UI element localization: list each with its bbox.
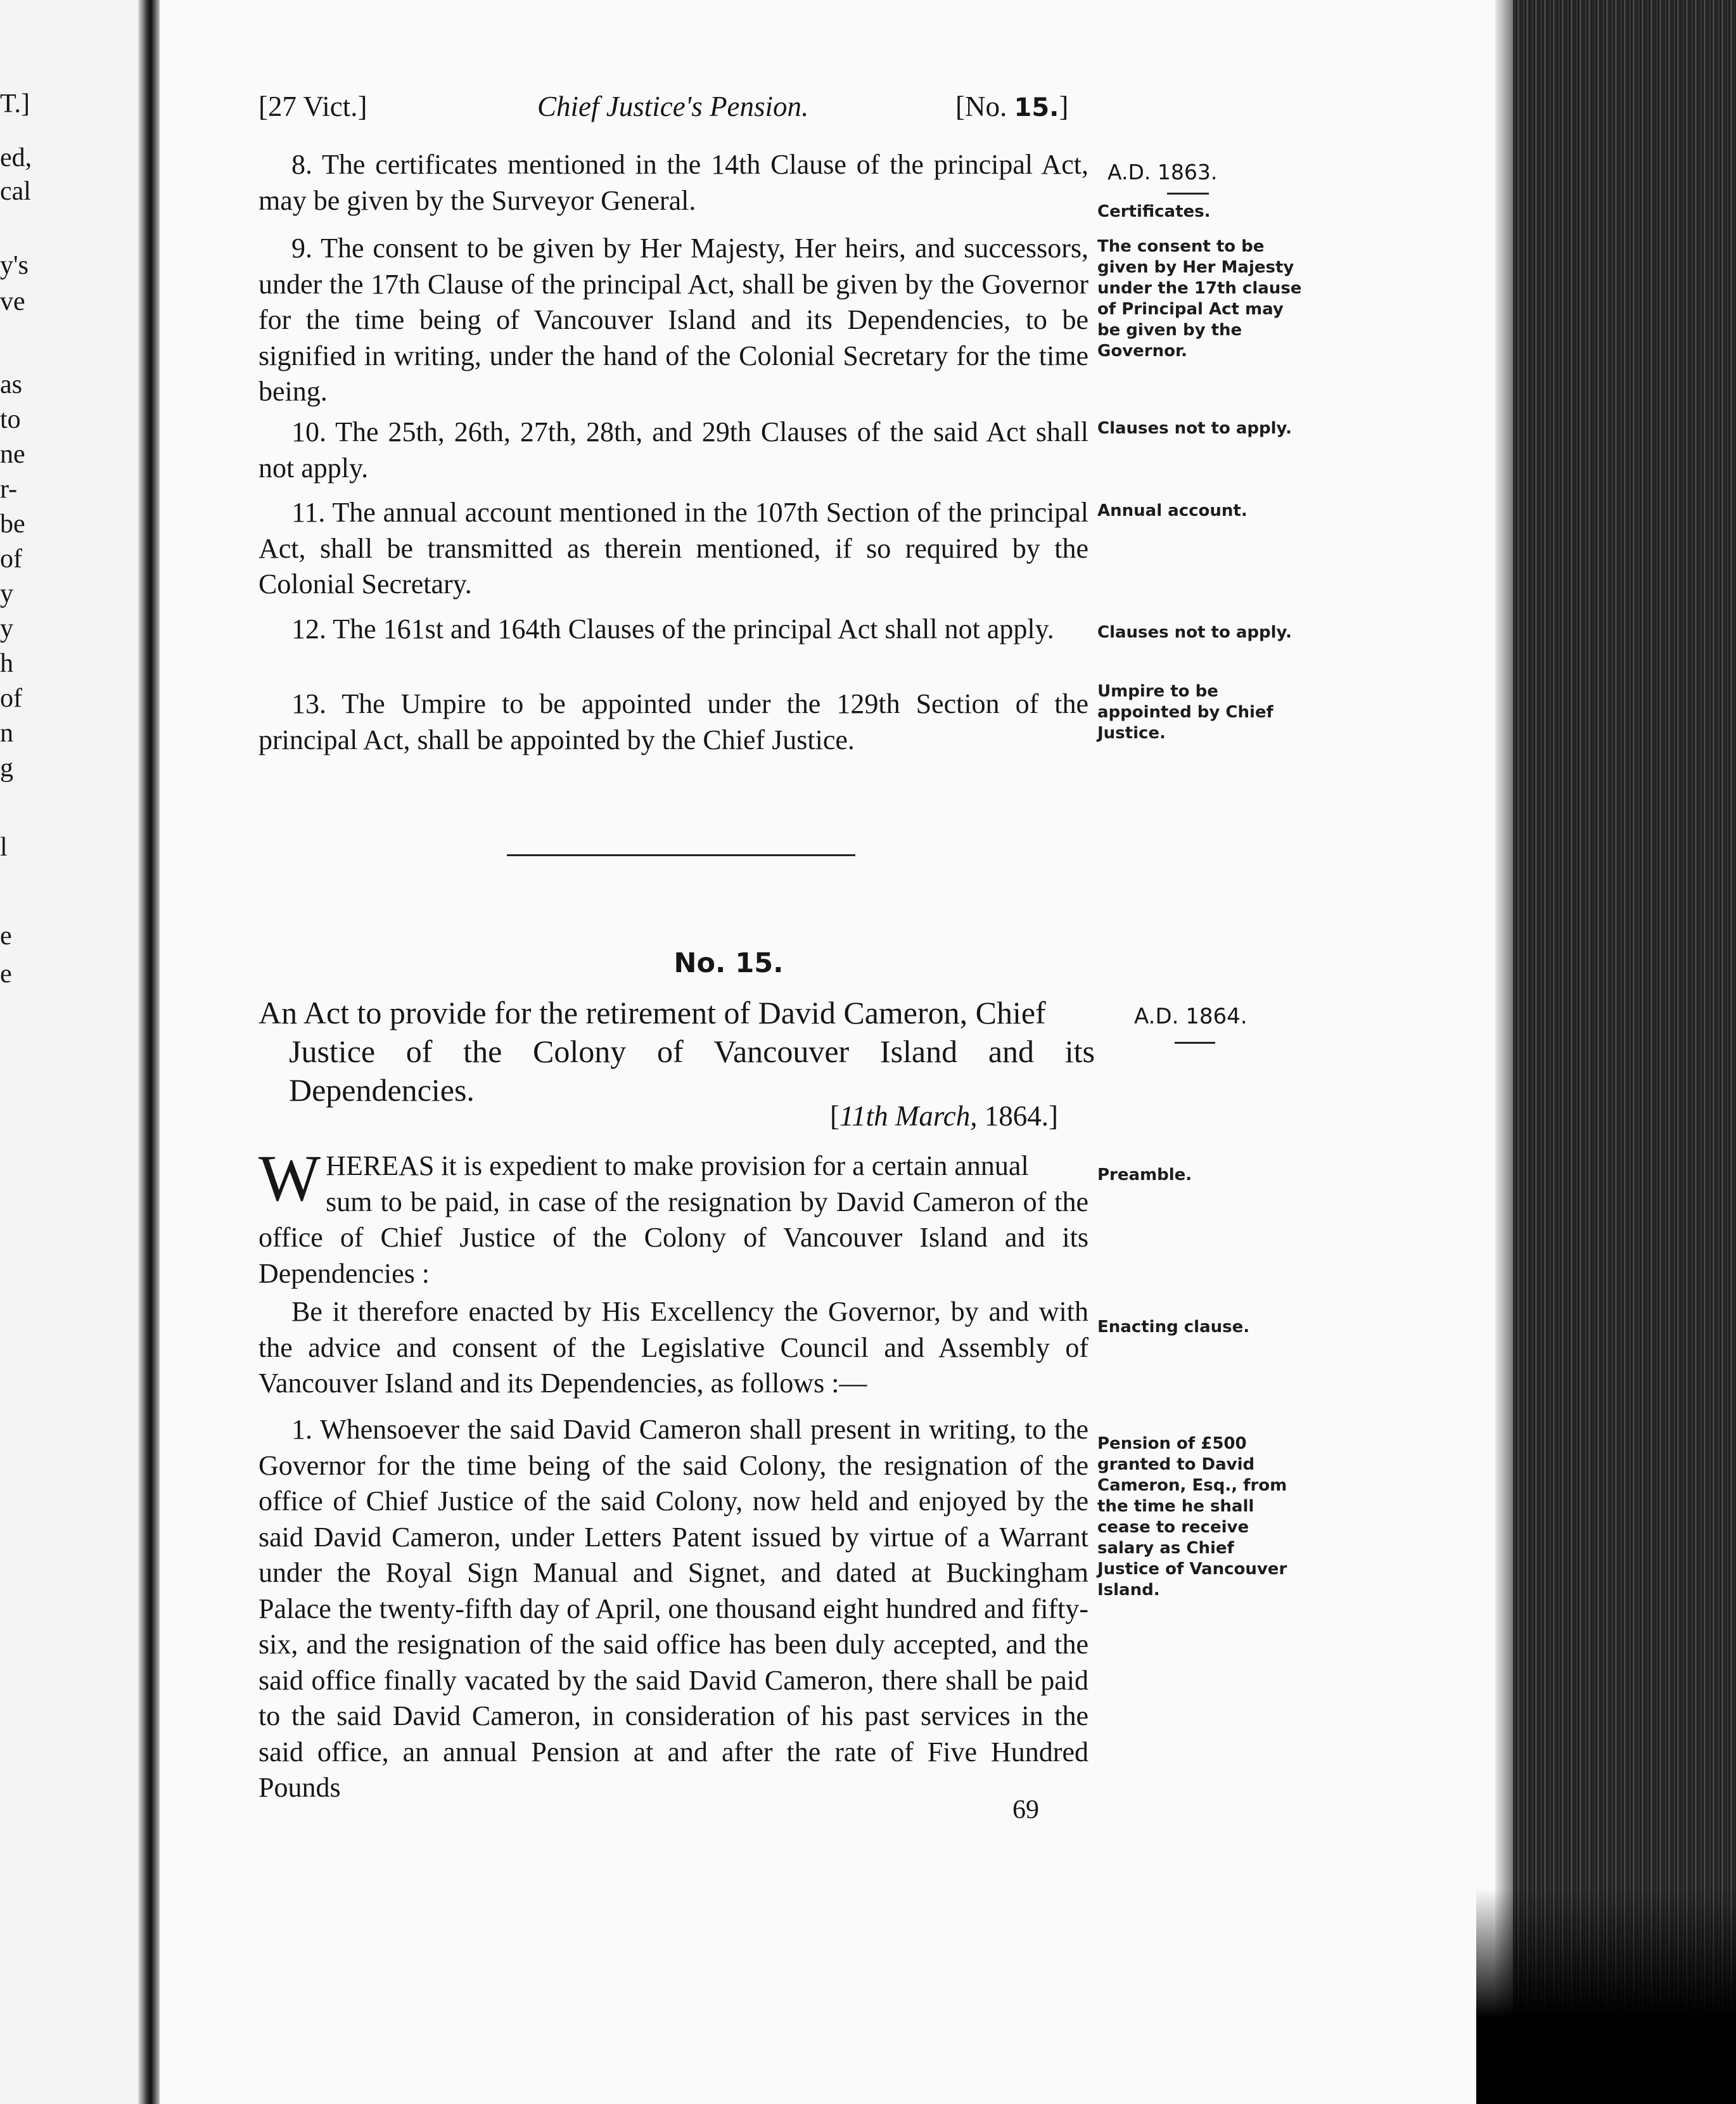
left-page-fragment: be: [0, 510, 25, 539]
scan-shadow: [1476, 1889, 1736, 2104]
page-block-edge: [1495, 0, 1736, 2104]
section-8: [258, 147, 1088, 219]
left-page-fragment: cal: [0, 177, 31, 206]
section-10-text: 10. The 25th, 26th, 27th, 28th, and 29th Clauses of the said Act shall not apply.: [258, 416, 1088, 484]
preamble-first-line: HEREAS it is expedient to make provision for a certain annual: [326, 1150, 1029, 1181]
header-act-number: [955, 90, 1068, 123]
left-page-fragment: g: [0, 754, 13, 783]
sidenote-enacting: Enacting clause.: [1097, 1318, 1250, 1337]
section-13-text: 13. The Umpire to be appointed under the 129th Section of the principal Act, shall be appointed by the Chief Justice.: [258, 688, 1088, 755]
sidenote-clauses-not-apply-2: Clauses not to apply.: [1097, 623, 1292, 642]
left-page-fragment: n: [0, 719, 13, 748]
section-9: [258, 231, 1088, 410]
left-page-fragment: y's: [0, 251, 29, 280]
section-11-text: 11. The annual account mentioned in the 107th Section of the principal Act, shall be transmitted as therein mentioned, if so required by the Colonial Secretary.: [258, 497, 1088, 600]
dropcap-letter: W: [258, 1142, 321, 1215]
header-act-prefix: [No.: [955, 91, 1014, 122]
section-divider-rule: [507, 854, 855, 856]
section-12-text: 12. The 161st and 164th Clauses of the principal Act shall not apply.: [291, 613, 1054, 645]
header-act-suffix: ]: [1059, 91, 1069, 122]
section-12: [258, 612, 1088, 648]
section-8-text: 8. The certificates mentioned in the 14th Clause of the principal Act, may be given by the Surveyor General.: [258, 149, 1088, 216]
act-title-line-1: An Act to provide for the retirement of David Cameron, Chief: [258, 995, 1046, 1030]
header-act-number-value: 15.: [1014, 93, 1059, 122]
sidenote-annual-account: Annual account.: [1097, 501, 1248, 520]
section-1-text: 1. Whensoever the said David Cameron shall present in writing, to the Governor for the time being of the said Colony, the resignation of the office of Chief Justice of the said Colony, now held and enjoyed by the said David Cameron, under Letters Patent issued by virtue of a Warrant under the Royal Sign Manual and Signet, and dated at Buckingham Palace the twenty-fifth day of April, one thousand eight hundred and fifty-six, and the resignation of the said office has been duly accepted, and the said office finally vacated by the said David Cameron, there shall be paid to the said David Cameron, in consideration of his past services in the said office, an annual Pension at and after the rate of Five Hundred Pounds: [258, 1414, 1088, 1803]
sidenote-pension: Pension of £500 granted to David Cameron, Esq., from the time he shall cease to receive salary as Chief Justice of Vancouver Island.: [1097, 1434, 1287, 1600]
act-date-year: 1864.]: [977, 1100, 1058, 1132]
left-page-fragment: ne: [0, 440, 25, 469]
left-page-fragment: ve: [0, 287, 25, 316]
margin-dash: [1175, 1042, 1215, 1044]
act-title-rest: Justice of the Colony of Vancouver Island and its Dependencies.: [289, 1034, 1095, 1108]
left-page-fragment: y: [0, 614, 13, 643]
left-page-fragment: of: [0, 684, 22, 713]
left-page-fragment: e: [0, 921, 12, 951]
enacting-clause: [258, 1294, 1088, 1402]
margin-dash: [1167, 193, 1209, 195]
sidenote-umpire: Umpire to be appointed by Chief Justice.: [1097, 682, 1273, 743]
margin-year-1863: A.D. 1863.: [1107, 160, 1218, 184]
sidenote-clauses-not-apply: Clauses not to apply.: [1097, 419, 1292, 438]
act-number-heading: No. 15.: [673, 947, 784, 979]
act-date-open: [: [830, 1100, 839, 1132]
preamble-rest: sum to be paid, in case of the resignation by David Cameron of the office of Chief Justice of the Colony of Vancouver Island and its Dependencies :: [258, 1186, 1088, 1289]
left-page-fragment: h: [0, 649, 13, 678]
left-page-fragment: T.]: [0, 89, 30, 119]
section-9-text: 9. The consent to be given by Her Majesty, Her heirs, and successors, under the 17th Clause of the principal Act, shall be given by the Governor for the time being of Vancouver Island and its Dependencies, to be signified in writing, under the hand of the Colonial Secretary for the time being.: [258, 233, 1088, 407]
section-11: [258, 495, 1088, 603]
left-page-fragment: of: [0, 544, 22, 574]
left-page-fragment: ed,: [0, 143, 32, 172]
left-facing-page: [0, 0, 141, 2104]
act-date-day: 11th March,: [839, 1100, 978, 1132]
header-title: Chief Justice's Pension.: [537, 91, 809, 122]
sidenote-certificates: Certificates.: [1097, 202, 1211, 221]
left-page-fragment: to: [0, 405, 21, 434]
preamble: [258, 1142, 1088, 1292]
act-title: [258, 994, 1095, 1110]
margin-year-1864: A.D. 1864.: [1134, 1004, 1248, 1029]
left-page-fragment: e: [0, 959, 12, 989]
section-1: [258, 1412, 1088, 1806]
sidenote-preamble: Preamble.: [1097, 1165, 1192, 1184]
act-date: [830, 1100, 1058, 1132]
header-regnal-year: [27 Vict.]: [258, 91, 367, 122]
sidenote-consent: The consent to be given by Her Majesty under the 17th clause of Principal Act may be given by the Governor.: [1097, 237, 1302, 361]
page-number: 69: [1012, 1795, 1039, 1825]
left-page-fragment: l: [0, 833, 8, 862]
section-10: [258, 414, 1088, 486]
left-page-fragment: y: [0, 579, 13, 608]
left-page-fragment: as: [0, 370, 22, 399]
section-13: [258, 686, 1088, 758]
enacting-text: Be it therefore enacted by His Excellency the Governor, by and with the advice and consent of the Legislative Council and Assembly of Vancouver Island and its Dependencies, as follows :—: [258, 1296, 1088, 1399]
left-page-fragment: r-: [0, 475, 18, 504]
book-gutter: [138, 0, 160, 2104]
